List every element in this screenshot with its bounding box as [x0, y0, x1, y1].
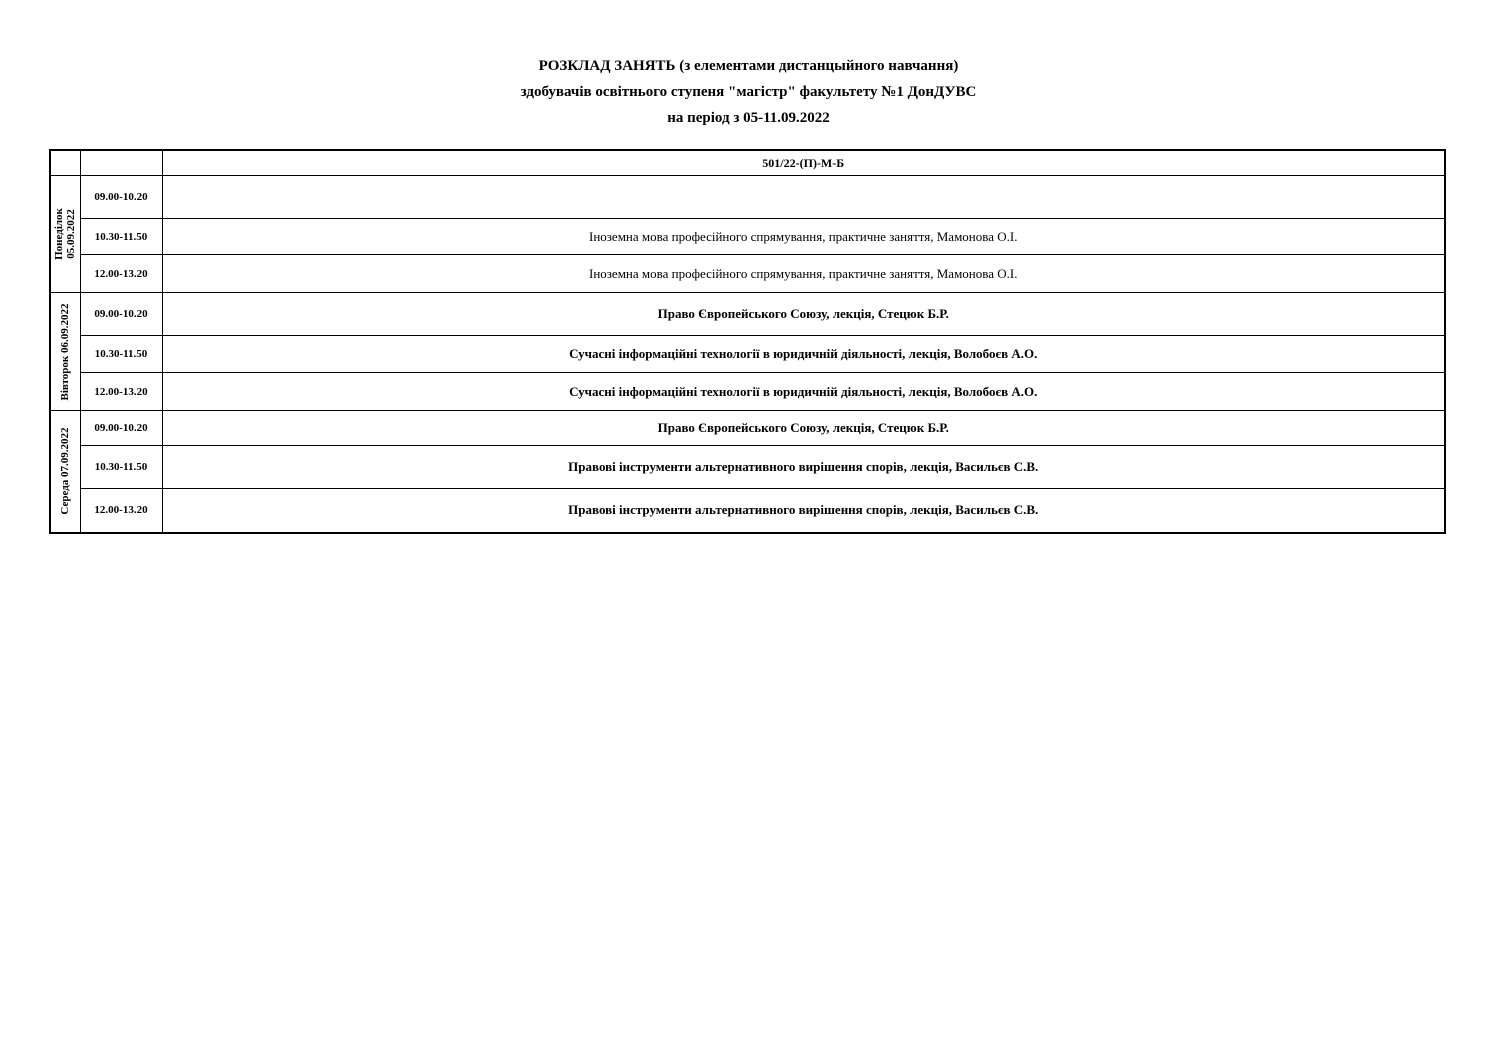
table-row [50, 293, 1445, 336]
schedule-title: РОЗКЛАД ЗАНЯТЬ (з елементами дистанцыйного навчання) [538, 58, 959, 74]
lesson-cell: Сучасні інформаційні технології в юридичній діяльності, лекція, Волобоєв А.О. [162, 373, 1445, 411]
time-slot: 12.00-13.20 [80, 373, 162, 411]
lesson-cell: Іноземна мова професійного спрямування, практичне заняття, Мамонова О.І. [162, 219, 1445, 255]
day-name: Середа 07.09.2022 [59, 427, 72, 515]
time-slot: 12.00-13.20 [80, 255, 162, 293]
time-slot: 09.00-10.20 [80, 293, 162, 336]
time-slot: 09.00-10.20 [80, 176, 162, 219]
lesson-cell: Правові інструменти альтернативного вирішення спорів, лекція, Васильєв С.В. [162, 489, 1445, 533]
table-row [50, 489, 1445, 533]
group-name: 501/22-(П)-М-Б [162, 150, 1445, 176]
time-slot: 09.00-10.20 [80, 411, 162, 446]
day-cell-wednesday [50, 411, 80, 533]
table-row [50, 255, 1445, 293]
schedule-period: на період з 05-11.09.2022 [667, 110, 830, 126]
day-label [53, 208, 77, 260]
time-slot: 10.30-11.50 [80, 336, 162, 373]
schedule-heading [0, 53, 1497, 131]
table-row [50, 336, 1445, 373]
day-cell-tuesday [50, 293, 80, 411]
lesson-cell: Право Європейського Союзу, лекція, Стецюк Б.Р. [162, 411, 1445, 446]
schedule-table [49, 149, 1446, 534]
day-name: Вівторок 06.09.2022 [59, 302, 72, 401]
corner-cell-day [50, 150, 80, 176]
time-slot: 10.30-11.50 [80, 446, 162, 489]
table-row [50, 446, 1445, 489]
lesson-cell: Сучасні інформаційні технології в юридичній діяльності, лекція, Волобоєв А.О. [162, 336, 1445, 373]
schedule-subtitle: здобувачів освітнього ступеня "магістр" факультету №1 ДонДУВС [520, 84, 977, 100]
lesson-cell: Правові інструменти альтернативного вирішення спорів, лекція, Васильєв С.В. [162, 446, 1445, 489]
day-label [59, 428, 71, 515]
table-row [50, 411, 1445, 446]
corner-cell-time [80, 150, 162, 176]
lesson-cell: Право Європейського Союзу, лекція, Стецюк Б.Р. [162, 293, 1445, 336]
table-row [50, 219, 1445, 255]
time-slot: 10.30-11.50 [80, 219, 162, 255]
day-label [59, 303, 71, 400]
lesson-cell: Іноземна мова професійного спрямування, практичне заняття, Мамонова О.І. [162, 255, 1445, 293]
day-name: Понеділок [53, 208, 66, 260]
table-row [50, 176, 1445, 219]
day-cell-monday [50, 176, 80, 293]
time-slot: 12.00-13.20 [80, 489, 162, 533]
lesson-cell [162, 176, 1445, 219]
table-row [50, 373, 1445, 411]
table-header-row [50, 150, 1445, 176]
day-date: 05.09.2022 [65, 209, 78, 259]
